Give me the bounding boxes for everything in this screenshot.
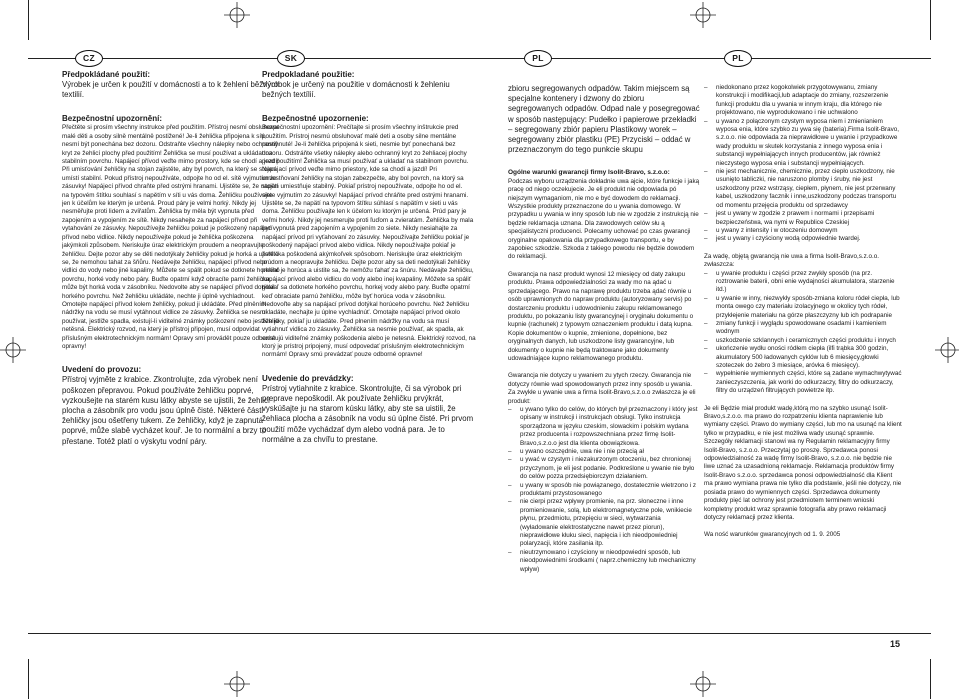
cz-use-title: Předpokládané použití:: [62, 70, 151, 79]
list-item: – jest u ywany w zgodzie z prawem i normami i przepisami bezpieczeństwa, wa nymi w Republice Czeskiej: [704, 210, 902, 227]
page-number: 15: [890, 639, 901, 649]
registration-mark-top-1-icon: [224, 2, 250, 28]
list-item: – u ywany z intensity i w otoczeniu domowym: [704, 227, 902, 235]
registration-mark-bottom-2-icon: [690, 671, 716, 697]
list-item: – ukończenie wydłu oności ródłem ciepła (ilfi trąbka 300 godzin, akumulatory 500 ładowanych cyklów lub 6 miesięcy,głowki szoteczek do żebro 3 miesiące, aróvka 6 miesięcy).: [704, 345, 902, 370]
pl-validity-text: Wa ność warunków gwarancyjnych od 1. 9. 2005: [704, 531, 841, 539]
registration-mark-right-icon: [935, 337, 959, 363]
list-item: – u ywanie produktu i części przez zwykły sposób (na prz. roztrowanie baterii, obni enie wydajności akumulatora, starzenie itd.): [704, 270, 902, 295]
pl-warranty-p3: Gwarancja nie dotyczy u ywaniem zu ytych rzeczy. Gwarancja nie dotyczy równie wad spowodowanych przez inny sposób u ywania. Za zwykłe u ywanie uwa a firma Isolit-Bravo,s.z.o.o zwłaszcza je eli produkt:: [508, 372, 696, 405]
list-item: – u ywać w czystym i niezakurzonym otoczeniu, bez chronionej przyczynom, je eli jest podanie. Podkreślone u ywanie nie było do celów pozza przedsiębiorczym działaniem.: [508, 456, 700, 481]
language-badge-sk: SK: [277, 50, 305, 67]
bottom-rule: [28, 633, 931, 634]
cz-safety-title: Bezpečnostní upozornění:: [62, 114, 162, 124]
list-item: – nie jest mechanicznie, chemicznie, przez ciepło uszkodzony, nie usunięto tabliczki, nie naruszono plomby i śruby, nie jest uszkodzony przez wstrząsy, ciepłem, płynem, nie jest przerwany kabel, uszkodzony facznik i inne,uszkodzony podczas transportu od momentu przejęcia produktu od sprzedawcy: [704, 168, 902, 210]
pl-warranty-p1: Podczas wyboru urządzenia dokładnie uwa ajcie, które funkcje i jaką pracę od niego oczekujecie. Je eli produkt nie odpowiada pó niejszym wymaganiom, nie mo e być dowodem do reklamacji. Wszystkie produkty przeznaczone do u ywania domowego. W przypadku u ywania w inny sposób lub nie w zgodzie z instrukcją nie będzie reklamacja uznana. Dla zawodowych celów słu ą specjalistyczni producenci. Polecamy uchować po czas gwarancji oryginalne opakowania dla przypadkowego transportu, e by zapobiec szkodzie. Szkoda z takiego powodu nie będzie dowodem do reklamacji.: [508, 177, 700, 261]
registration-mark-top-2-icon: [690, 2, 716, 28]
column-sk: [262, 70, 476, 445]
crop-mark: [930, 0, 931, 40]
column-pl-left: [508, 84, 700, 574]
list-item: – wypełnienie wymiennych części, które są zadane wymachwytywać zanieczyszczenia, jak worki do odkurzaczy, filtry do odkurzaczy, filtry do urządzeń filtrujących powietrze itp.: [704, 370, 902, 395]
list-item: – u ywano oszczędnie, uwa nie i nie przecią ał: [508, 448, 700, 456]
list-item: – u ywanie w inny, niezwykły sposób-zmiana koloru ródeł ciepła, lub monta owego czy materiału izolacyjnego w okolicy tych ródeł, przykłejenie materiału na górze płaszczyzny lub ich podrapanie: [704, 295, 902, 320]
list-item: – uszkodzenie szklannych i ceramicznych części produktu i innych: [704, 337, 902, 345]
cz-first-use-text: Přístroj vyjměte z krabice. Zkontrolujte, zda výrobek není poškozen přepravou. Pokud používáte žehličku poprvé, vyzkoušejte na starém kusu látky abyste se ujistili, že žehlicí plocha a zásobník pro vodu jsou úplně čisté. Některé části žehličky jsou ošetřeny tukem. Ze žehličky, když je zapnutá poprvé, může slabě vycházet kouř. Je to normální a brzy to přestane. Totéž platí o výskytu vodní páry.: [62, 375, 271, 446]
crop-mark: [28, 659, 29, 699]
language-badge-cz: CZ: [75, 50, 103, 67]
column-pl-right: [704, 84, 902, 540]
cz-use-text: Výrobek je určen k použití v domácnosti a to k žehlení běžných textilií.: [62, 80, 280, 100]
column-cz: [62, 70, 280, 447]
cz-safety-text: Přečtěte si prosím všechny instrukce před použitím. Přístroj nesmí obsluhovat malé děti a osoby silně mentálně postižené! Je-li žehlička připojena k síti, nesmí být ponechána bez dozoru. Odstraňte všechny nálepky nebo ochranný kryt ze žehlicí plochy před použitím! Žehlička se musí používat a ukládat na stabilním povrchu. Napájecí přívod veďte mimo prostory, kde se chodí a jezdí! Při umisťování žehličky na stojan zajistěte, aby byl povrch, na který se stojan umístí stabilní. Pokud přístroj nepoužíváte, odpojte ho od el. sítě vyjmutím ze zásuvky! Napájecí přívod chraňte před ostrými hranami. Ujistěte se, že napětí na typovém štítku souhlasí s napětím v síti u vás doma. Žehličku používejte jen k účelům ke kterým je určená. Proud páry je velmi horký. Nikdy jej nesměřujte proti lidem a zvířatům. Žehlička by měla být vypnuta před zapojením a vypojením ze sítě. Nikdy nesahejte za napájecí přívod při vytahování ze zásuvky. Nepoužívejte žehličku pokud je poškozený napájecí přívod nebo vidlice. Nikdy nepoužívejte pokud je žehlička poškozena jakýmkoli způsobem. Neriskujte úraz elektrickým proudem a neopravujte žehličku. Dejte pozor aby se děti nedotýkaly žehličky pokud je horká a ujistěte se, že nemohou tahat za šňůru. Nedávejte žehličku, napájecí přívod nebo vidlici do vody nebo jiné kapaliny. Můžete se spálit pokud se dotknete horkého povrchu, horké vody nebo páry. Buďte opatrní když obracíte parní žehličku, může být horká voda v zásobníku. Nedovolte aby se napájecí přívod dotýkal horkého povrchu. Než žehličku ukládáte, nechte ji úplně vychladnout. Omotejte napájecí přívod kolem žehličky, pokud ji ukládáte. Před plněním nádržky na vodu se musí vytáhnout vidlice ze zásuvky. Žehlička se nesmí používat, jestliže spadla, existují-li viditelné známky poškození nebo jestliže je netěsná. Elektrický rozvod, na který je přístroj připojen, musí odpovídat příslušným elektrotechnickým normám! Opravy smí provádět pouze odborné opravny!: [62, 124, 280, 350]
top-rule: [28, 58, 931, 59]
pl-warranty-title: Ogólne warunki gwarancji firmy Isolit-Bravo, s.z.o.o:: [508, 169, 670, 177]
sk-safety-text: Bezpečnostní upozornění: Prečítajte si prosím všechny inštrukcie pred použitím. Prístroj nesmú obsluhovať malé deti a osoby silne mentálne postihnuté! Je-li žehlička pripojená k sieti, nesmie byť ponechaná bez dozoru. Odstráňte všetky nálepky alebo ochranný kryt zo žehliacej plochy pred použitím! Žehlička sa musí používať a ukladať na stabilnom povrchu. Napájací prívod veďte mimo priestory, kde sa chodí a jazdí! Pri umiestňovaní žehličky na stojan zabezpečte, aby bol povrch, na ktorý sa stojan umiestňuje stabilný. Pokiaľ prístroj nepoužívate, odpojte ho od el. siete vyjmutím zo zásuvky! Napájací prívod chráňte pred ostrými hranami. Ujistěte se, že napätí na typovom štítku súhlasí s napätím v sieti u vás doma. Žehličku používajte len k účelom ku ktorým je určená. Prúd pary je veľmi horký. Nikdy jej nesmerujte proti ľuďom a zvieratám. Žehlička by mala byť vypnutá pred zapojením a vypojením zo siete. Nikdy nesiahajte za napájací prívod pri vyťahovaní zo zásuvky. Nepoužívajte žehličku pokiaľ je poškodený napájací prívod alebo vidlica. Nikdy nepoužívajte pokiaľ je žehlička poškodená akýmkoľvek spôsobom. Neriskujte úraz elektrickým prúdom a neopravujte žehličku. Dejte pozor aby sa deti nedotýkali žehličky pokiaľ je horúca a uistite sa, že nemôžu ťahať za šnúru. Nedávajte žehličku, napájací prívod alebo vidlicu do vody alebo inej kvapaliny. Môžete sa spáliť pokiaľ sa dotknete horkého povrchu, horkej vody alebo pary. Buďte opatrní keď obraciate parnú žehličku, môže byť horúca voda v zásobníku. Nedovoľte aby sa napájací prívod dotýkal horúceho povrchu. Než žehličku ukladáte, nechajte ju úplne vychladnúť. Omotajte napájací prívod okolo žehličky, pokiaľ ju ukladáte. Pred plnením nádržky na vodu sa musí vytiahnuť vidlica zo zásuvky. Žehlička sa nesmie používať, ak spadla, ak existujú viditeľné známky poškodenia alebo je netesná. Elektrický rozvod, na ktorý je prístroj pripojený, musí odpovedať príslušným elektrotechnickým normám! Opravy smú prevádzať pouze odborné opravne!: [262, 124, 476, 359]
crop-mark: [930, 659, 931, 699]
list-item: – jest u ywany i czyściony wodą odpowiednie twardej.: [704, 235, 902, 243]
cz-first-use-title: Uvedení do provozu:: [62, 365, 142, 375]
list-item: – zmiany funkcji i wyglądu spowodowane osadami i kamieniem wodnym: [704, 320, 902, 337]
crop-mark: [28, 0, 29, 40]
list-item: – nie cierpi przez wpływy promienie, na prz. słoneczne i inne promieniowanie, solą, lub elektromagnetyczne pole, wnikiecie płynu, przedmiotu, przepięciu w sieci, wytwarzania (wyładowanie elektrostatyczne nawet przez piorun), nieprawidłowe kłuku sieci, napięcia i ich nieodpowiedniej polaryzacji, które zasilania itp.: [508, 498, 700, 548]
list-item: – u ywany w sposób nie powiązanego, dostatecznie wietrzono i z produktami przystosowanego: [508, 482, 700, 499]
list-item: – niedokonano przez kogokolwiek przygotowywanu, zmiany konstrukcji i modifikacji,lub adaptacje do zmiany, rozszerzenie funkcji produktu dla u ywania w innym kraju, dla którego nie projektowano, nie wyprodukowano i nie uchwalono: [704, 84, 902, 118]
list-item: – u ywano z połączonym czystym wyposa niem i zmienianiem wyposa enia, które szybko zu ywa się (bateria).Firma Isolit-Bravo, s.z.o.o. nie odpowiada za nieprawidłowe u ywanie i przypadkowe wady produktu w skutek korzystania z innego wyposa enia i substancji wypełniających innych producentów, jak również nieczystego wyposa enia i substancji wypełniających.: [704, 118, 902, 168]
sk-safety-title: Bezpečnostné upozornenie:: [262, 114, 369, 124]
pl-warranty-p2: Gwarancja na nasz produkt wynosi 12 miesięcy od daty zakupu produktu. Prawa odpowiedzialności za wady mo na ądać u sprzedającego. Prawo na naprawę produktu trzeba ądać równie u osób uprawnionych do napraw produktu (autoryzowany servis) po dostarczeniu produktu i udowodnieniu zakupu reklamowanego produktu, po pokazaniu listy gwarancyjnej i oryginału dokumentu o kupnie (rachunek) z typowym oznaczeniem produktu i datą kupna. Kopie dokumentów o kupnie, zmienione, dopełnione, bez oryginalnych danych, lub uszkodzone listy gwarancyjne, lub dokumenty o kupnie nie będą traktowane jako dokumenty udowadniające kupno reklamowanego produktu.: [508, 270, 694, 362]
sk-first-use-title: Uvedenie do prevádzky:: [262, 373, 354, 383]
sk-use-title: Predpokladané použitie:: [262, 70, 355, 79]
pl-disposal-text: zbioru segregowanych odpadów. Takim miejscem są specjalne kontenery i dzwony do zbioru segregowanych odpadów. Odpad nale y posegregować w sposób następujący: Pudełko i papierowe przekładki – segregowany zbiór papieru Plastikowy worek – segregowany zbiór plastiku (PE) Przyciski – oddać w przeznaczonym do tego punkcie skupu: [508, 84, 700, 155]
sk-use-text: Výrobok je určený na použitie v domácnosti k žehleniu bežných textílií.: [262, 80, 450, 100]
registration-mark-bottom-1-icon: [224, 671, 250, 697]
list-item: – nieutrzymowano i czyściony w nieodpowiedni sposób, lub nieodpowiednimi środkami ( naprz.chemiczny lub mechaniczny wpływ): [508, 549, 700, 574]
pl-defects-intro: Za wadę, objętą gwarancją nie uwa a firma Isolit-Bravo,s.z.o.o. zwłaszcza:: [704, 252, 879, 269]
list-item: – u ywano tylko do celów, do których był przeznaczony i który jest opisany w instrukcji i instrukcjach obsługi. Tylko instrukcja sporządzona w języku czeskim, slowackim i polskim wydana przez producenta i rozpowszechniana przez firmę Isolit-Bravo,s.z.o.o jest dla klienta obowiązkowa.: [508, 406, 700, 448]
language-badge-pl: PL: [724, 50, 752, 67]
language-badge-pl: PL: [524, 50, 552, 67]
pl-repair-text: Je eli Będzie miał produkt wadę,którą mo na szybko usunąć Isolit-Bravo,s.z.o.o. ma prawo do rozpatrzeniu klienta naprawienie lub wymiany części. Prawo do wymiany części, lub mo na usunąć na klient tylko w przypadku, e nie jest możliwa wady usunąć sprawnie. Szczegóły reklamacji stanowi wa ny Regulamin reklamacyjny firmy Isolit-Bravo, s.z.o.o. Przeczytaj go proszę. Sprzedawca ponosi odpowiedzialność za wadę firmy Isolit-Bravo, s.z.o.o. nie będzie nie liwe uznać za uzasadnioną reklamacje. Reklamacja produktów firmy Isolit-Bravo s.z.o.o. sprzedawca ponosi odpowiedzialność dla Klient ma prawo wymiana prawa nie tylko dla podstawie, jeśli nie dotyczy, nie posiada prawo do wymiennych części. Sprzedawca dokumenty produkty pięć lat ochrony jest przedmiotem terminem wnioski kompletny produkt wraz sprawnie fotografia aby prawo reklamacji dotyczy reklamacji przez klienta.: [704, 404, 902, 521]
sk-first-use-text: Prístroj vytiahnite z krabice. Skontrolujte, či sa výrobok pri preprave nepoškodil. Ak používate žehličku prvýkrát, vyskúšajte ju na starom kúsku látky, aby ste sa uistili, že žehliaca plocha a zásobník na vodu sú úplne čisté. Pri prvom použití môže vychádzať dym alebo vodná para. Je to normálne a za chvíľu to prestane.: [262, 383, 474, 444]
registration-mark-left-icon: [0, 337, 26, 363]
